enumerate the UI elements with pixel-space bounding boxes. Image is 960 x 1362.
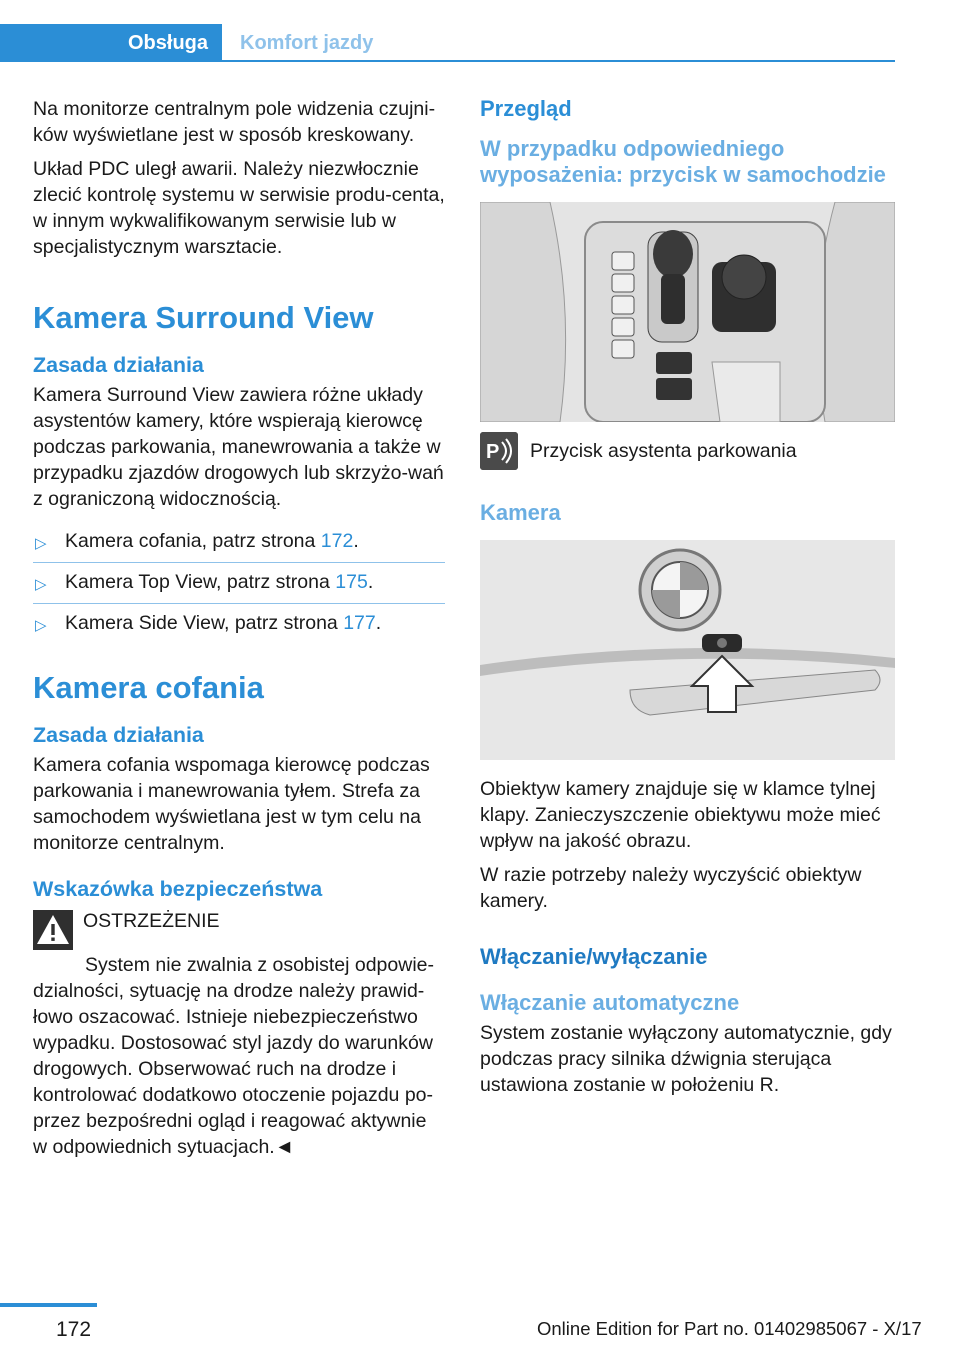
header-tabs <box>0 0 960 64</box>
list-item-text: Kamera Top View, patrz strona <box>65 571 336 593</box>
warning-title: OSTRZEŻENIE <box>83 910 220 932</box>
list-item: ▷ Kamera Top View, patrz strona 175. <box>33 562 445 603</box>
heading-przeglad: Przegląd <box>480 96 572 121</box>
camera-list <box>33 522 445 644</box>
heading-surround-view: Kamera Surround View <box>33 300 374 335</box>
heading-wyposazenie: W przypadku odpowiedniego wyposażenia: przycisk w samochodzie <box>480 136 886 187</box>
list-item: ▷ Kamera cofania, patrz strona 172. <box>33 522 445 562</box>
page-link[interactable]: 175 <box>335 571 368 593</box>
parking-assistant-icon <box>480 432 518 470</box>
heading-wlaczanie-auto: Włączanie automatyczne <box>480 990 740 1015</box>
bullet-triangle-icon: ▷ <box>35 576 47 593</box>
paragraph-surround-view: Kamera Surround View zawiera różne układy asystentów kamery, które wspierają kierowcę podczas parkowania, manewrowania a także w przypadku zjazdów drogowych lub skrzyżo-wań z ograniczoną widocznością. <box>33 384 444 510</box>
bullet-triangle-icon: ▷ <box>35 535 47 552</box>
list-item-text: Kamera Side View, patrz strona <box>65 612 344 634</box>
heading-zasada-dzialania-2: Zasada działania <box>33 723 204 747</box>
tailgate-camera-image <box>480 540 895 760</box>
page-link[interactable]: 172 <box>320 530 354 552</box>
tab-obsluga[interactable]: Obsługa <box>0 24 222 62</box>
tailgate-illustration <box>480 540 895 760</box>
paragraph-kamera-clean: W razie potrzeby należy wyczyścić obiektyw kamery. <box>480 864 862 912</box>
paragraph-kamera-cofania: Kamera cofania wspomaga kierowcę podczas parkowania i manewrowania tyłem. Strefa za samochodem wyświetlana jest w tym celu na monitorze centralnym. <box>33 754 430 854</box>
paragraph-pdc-failure: Układ PDC uległ awarii. Należy niezwłocznie zlecić kontrolę systemu w serwisie produ-centa, w innym wykwalifikowanym serwisie lub w specjalistycznym warsztacie. <box>33 158 445 258</box>
heading-kamera-cofania: Kamera cofania <box>33 670 264 705</box>
tab-komfort-jazdy[interactable]: Komfort jazdy <box>240 32 374 54</box>
edition-info: Online Edition for Part no. 01402985067 - X/17 <box>537 1318 922 1339</box>
right-column <box>480 96 895 1106</box>
paragraph-kamera-lens: Obiektyw kamery znajduje się w klamce tylnej klapy. Zanieczyszczenie obiektywu może mieć wpływ na jakość obrazu. <box>480 778 881 852</box>
paragraph-pdc-display: Na monitorze centralnym pole widzenia czujni-ków wyświetlane jest w sposób kreskowany. <box>33 98 436 146</box>
parking-button-legend <box>480 432 895 470</box>
list-item: ▷ Kamera Side View, patrz strona 177. <box>33 603 445 644</box>
heading-wlaczanie: Włączanie/wyłączanie <box>480 944 708 969</box>
heading-wskazowka: Wskazówka bezpieczeństwa <box>33 877 323 901</box>
paragraph-wlaczanie-auto: System zostanie wyłączony automatycznie, gdy podczas pracy silnika dźwignia sterująca ustawiona zostanie w położeniu R. <box>480 1022 892 1096</box>
center-console-illustration <box>480 202 895 422</box>
bullet-triangle-icon: ▷ <box>35 617 47 634</box>
heading-zasada-dzialania-1: Zasada działania <box>33 353 204 377</box>
warning-triangle-icon <box>33 910 73 950</box>
header-rule <box>222 60 895 62</box>
page-number: 172 <box>56 1318 92 1341</box>
svg-text:P: P <box>486 441 500 463</box>
parking-button-caption: Przycisk asystenta parkowania <box>530 439 797 462</box>
warning-block <box>33 908 445 950</box>
page-link[interactable]: 177 <box>343 612 376 634</box>
heading-kamera: Kamera <box>480 500 561 525</box>
center-console-image <box>480 202 895 422</box>
footer-rule <box>0 1303 97 1307</box>
warning-text: System nie zwalnia z osobistej odpowie-dzialności, sytuację na drodze należy prawid-łowo oszacować. Istnieje niebezpieczeństwo wypadku. Dostosować styl jazdy do warunków drogowych. Obserwować ruch na drodze i kontrolować dodatkowo otoczenie pojazdu po-przez bezpośredni ogląd i reagować aktywnie w odpowiednich sytuacjach.◄ <box>33 954 435 1158</box>
left-column <box>33 96 445 1168</box>
list-item-text: Kamera cofania, patrz strona <box>65 530 321 552</box>
